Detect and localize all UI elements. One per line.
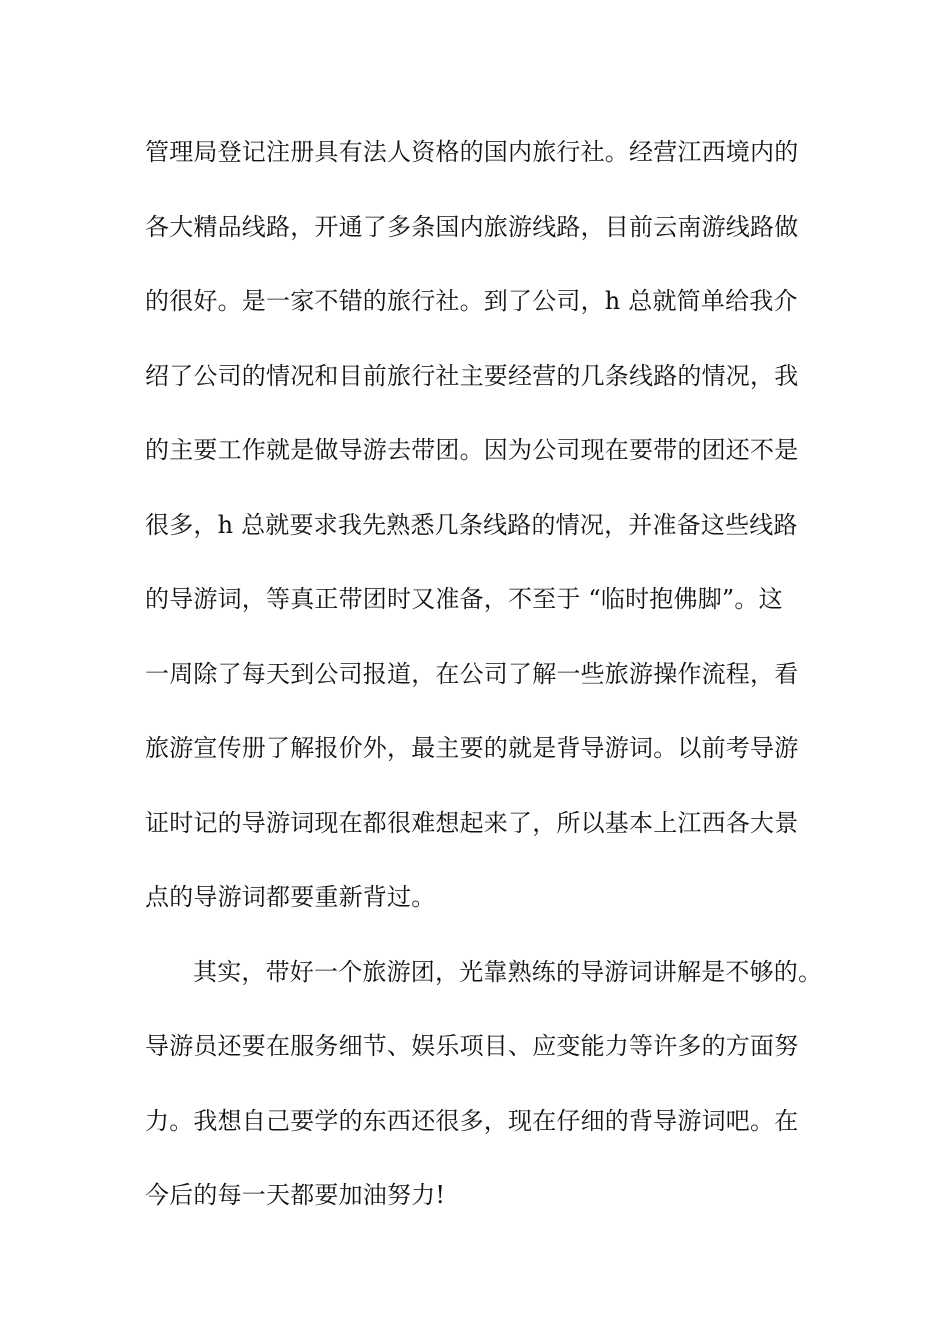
- text-line: 管理局登记注册具有法人资格的国内旅行社。经营江西境内的: [145, 138, 799, 166]
- text-line: 证时记的导游词现在都很难想起来了，所以基本上江西各大景: [145, 808, 799, 837]
- text-line: 点的导游词都要重新背过。: [145, 883, 436, 911]
- text-line: 导游员还要在服务细节、娱乐项目、应变能力等许多的方面努: [145, 1032, 799, 1060]
- text-line: 一周除了每天到公司报道，在公司了解一些旅游操作流程，看: [145, 659, 799, 688]
- paragraph-start-line: 其实，带好一个旅游团，光靠熟练的导游词讲解是不够的。: [193, 957, 823, 986]
- text-line: 很多，h 总就要求我先熟悉几条线路的情况，并准备这些线路: [145, 510, 798, 539]
- text-line: 的导游词，等真正带团时又准备，不至于 “临时抱佛脚”。这: [145, 585, 783, 613]
- text-line: 的很好。是一家不错的旅行社。到了公司，h 总就简单给我介: [145, 287, 798, 315]
- body-text: [145, 128, 825, 1246]
- text-line: 绍了公司的情况和目前旅行社主要经营的几条线路的情况，我: [145, 361, 799, 390]
- text-line: 的主要工作就是做导游去带团。因为公司现在要带的团还不是: [145, 436, 799, 464]
- text-line: 今后的每一天都要加油努力!: [145, 1181, 446, 1209]
- text-line: 力。我想自己要学的东西还很多，现在仔细的背导游词吧。在: [145, 1106, 799, 1135]
- text-line: 各大精品线路，开通了多条国内旅游线路，目前云南游线路做: [145, 212, 799, 241]
- text-line: 旅游宣传册了解报价外，最主要的就是背导游词。以前考导游: [145, 734, 799, 762]
